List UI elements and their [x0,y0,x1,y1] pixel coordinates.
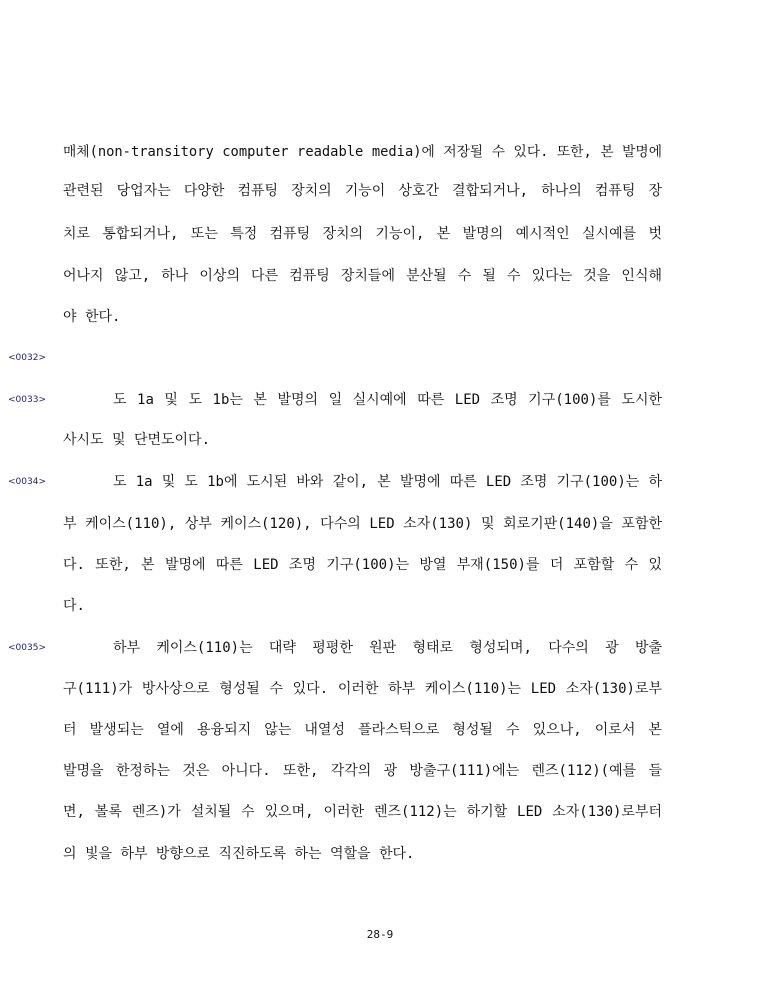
text-line: 의 빛을 하부 방향으로 직진하도록 하는 역할을 한다. [63,846,415,862]
text-line: 하부 케이스(110)는 대략 평평한 원판 형태로 형성되며, 다수의 광 방출 [113,640,662,656]
text-line: 면, 볼록 렌즈)가 설치될 수 있으며, 이러한 렌즈(112)는 하기할 LED 소자(130)로부터 [63,804,662,820]
paragraph-number: <0032> [8,353,46,363]
page-number: 28-9 [366,928,394,941]
text-line: 사시도 및 단면도이다. [63,432,211,448]
text-line: 구(111)가 방사상으로 형성될 수 있다. 이러한 하부 케이스(110)는 LED 소자(130)로부 [63,681,662,697]
text-line: 발명을 한정하는 것은 아니다. 또한, 각각의 광 방출구(111)에는 렌즈(112)(예를 들 [63,763,662,779]
text-line: 다. [63,598,85,614]
text-line: 터 발생되는 열에 용융되지 않는 내열성 플라스틱으로 형성될 수 있으나, 이로서 본 [63,722,662,738]
text-line: 도 1a 및 도 1b는 본 발명의 일 실시예에 따른 LED 조명 기구(100)를 도시한 [113,392,662,408]
text-line: 어나지 않고, 하나 이상의 다른 컴퓨팅 장치들에 분산될 수 될 수 있다는 것을 인식해 [63,268,662,284]
text-line: 부 케이스(110), 상부 케이스(120), 다수의 LED 소자(130) 및 회로기판(140)을 포함한 [63,516,662,532]
text-line: 매체(non-transitory computer readable media)에 저장될 수 있다. 또한, 본 발명에 [63,144,662,160]
text-line: 치로 통합되거나, 또는 특정 컴퓨팅 장치의 기능이, 본 발명의 예시적인 실시예를 벗 [63,226,662,242]
paragraph-number: <0033> [8,395,46,405]
text-line: 다. 또한, 본 발명에 따른 LED 조명 기구(100)는 방열 부재(150)를 더 포함할 수 있 [63,557,662,573]
text-line: 관련된 당업자는 다양한 컴퓨팅 장치의 기능이 상호간 결합되거나, 하나의 컴퓨팅 장 [63,183,662,199]
paragraph-number: <0035> [8,643,46,653]
text-line: 야 한다. [63,309,121,325]
text-line: 도 1a 및 도 1b에 도시된 바와 같이, 본 발명에 따른 LED 조명 기구(100)는 하 [113,474,662,490]
paragraph-number: <0034> [8,477,46,487]
